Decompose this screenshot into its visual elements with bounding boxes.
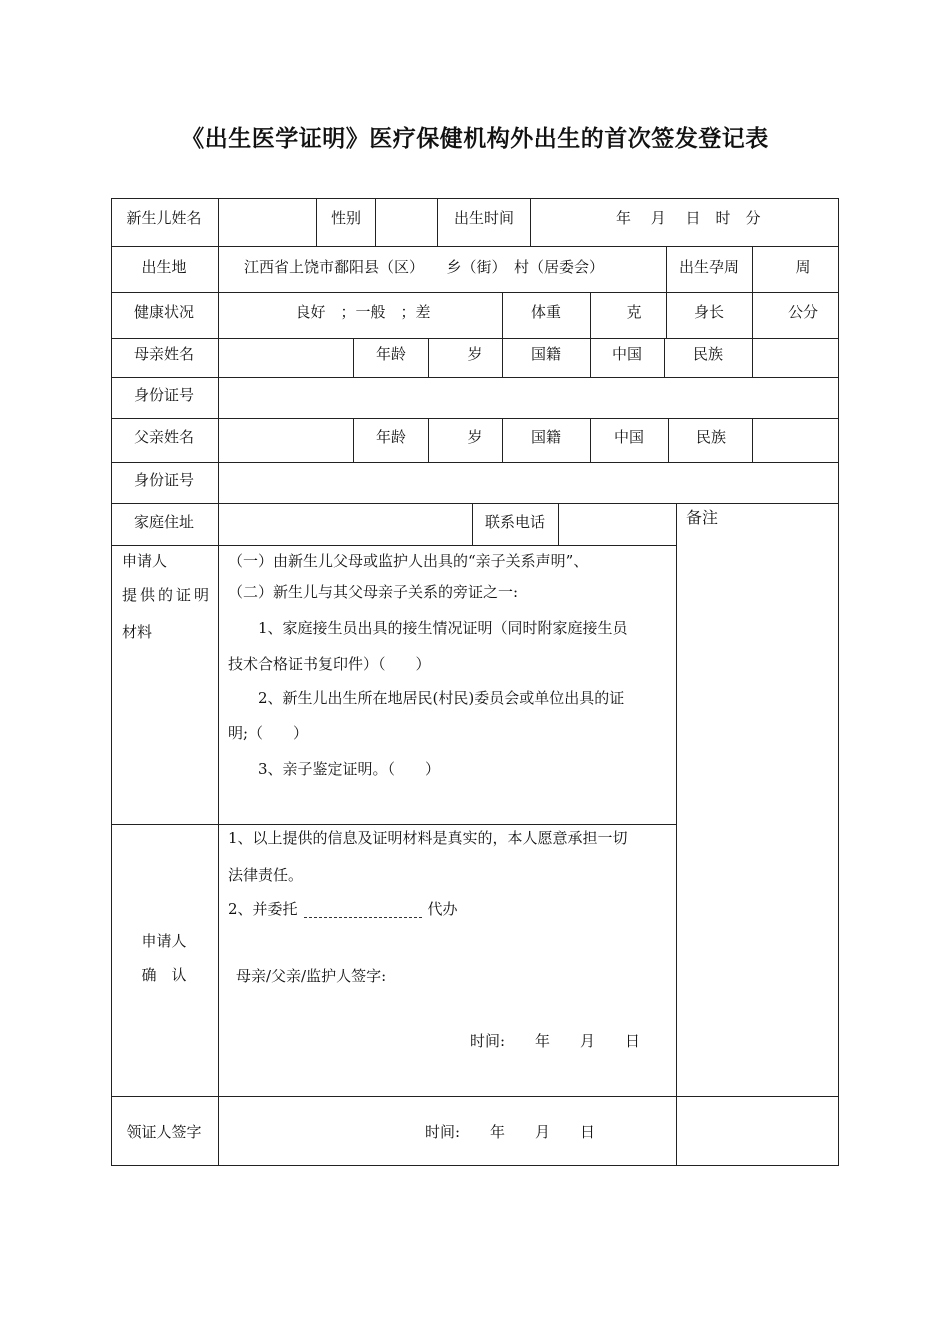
materials-line-4: 技术合格证书复印件）（ ） [228,655,431,673]
receiver-label: 领证人签字 [126,1123,202,1141]
length-unit: 公分 [787,303,819,321]
newborn-name-label: 新生儿姓名 [126,209,202,227]
materials-line-3: 1、家庭接生员出具的接生情况证明（同时附家庭接生员 [258,619,628,637]
father-nationality-value: 中国 [613,428,645,446]
birthplace-value: 江西省上饶市鄱阳县（区） 乡（街） 村（居委会） [244,258,605,276]
materials-line-5: 2、新生儿出生所在地居民(村民)委员会或单位出具的证 [258,689,625,707]
confirm-label-1: 申请人 [141,932,187,950]
father-id-label: 身份证号 [133,471,195,489]
address-label: 家庭住址 [133,513,195,531]
weight-unit: 克 [626,303,642,321]
materials-line-6: 明;（ ） [228,724,309,742]
confirm-line-1: 1、以上提供的信息及证明材料是真实的，本人愿意承担一切 [228,829,628,847]
materials-label-3: 材料 [122,623,153,641]
birth-time-label: 出生时间 [453,209,515,227]
father-name-label: 父亲姓名 [133,428,195,446]
confirm-line-3 [228,900,458,918]
materials-line-1: （一）由新生儿父母或监护人出具的“亲子关系声明”、 [228,552,589,570]
father-nationality-label: 国籍 [530,428,562,446]
health-options: 良好 ；一般 ；差 [295,303,431,321]
gestation-label: 出生孕周 [678,258,740,276]
mother-name-label: 母亲姓名 [133,345,195,363]
father-age-label: 年龄 [375,428,407,446]
confirm-line-2: 法律责任。 [228,866,304,884]
entrust-blank [304,902,422,918]
phone-label: 联系电话 [484,513,546,531]
entrust-text: 2、并委托 [228,900,298,918]
confirm-label-2: 确 认 [141,966,187,984]
father-ethnicity-label: 民族 [695,428,727,446]
mother-nationality-value: 中国 [611,345,643,363]
remarks-label: 备注 [686,508,719,527]
mother-nationality-label: 国籍 [530,345,562,363]
mother-age-unit: 岁 [467,345,483,363]
mother-id-label: 身份证号 [133,386,195,404]
signature-label: 母亲/父亲/监护人签字: [236,967,387,985]
confirm-date: 时间: 年 月 日 [470,1032,641,1050]
materials-line-2: （二）新生儿与其父母亲子关系的旁证之一: [228,583,519,601]
receiver-date: 时间: 年 月 日 [425,1123,596,1141]
materials-line-7: 3、亲子鉴定证明。（ ） [258,760,441,778]
mother-ethnicity-label: 民族 [692,345,724,363]
entrust-suffix: 代办 [427,900,458,918]
weight-label: 体重 [530,303,562,321]
materials-label-2: 提供的证明 [122,586,213,604]
birthplace-label: 出生地 [141,258,187,276]
gender-label: 性别 [330,209,362,227]
mother-age-label: 年龄 [375,345,407,363]
gestation-unit: 周 [795,258,811,276]
materials-label-1: 申请人 [122,552,168,570]
birth-time-format: 年 月 日 时 分 [616,209,761,227]
length-label: 身长 [693,303,725,321]
page-title: 《出生医学证明》医疗保健机构外出生的首次签发登记表 [181,125,769,152]
health-label: 健康状况 [133,303,195,321]
father-age-unit: 岁 [467,428,483,446]
